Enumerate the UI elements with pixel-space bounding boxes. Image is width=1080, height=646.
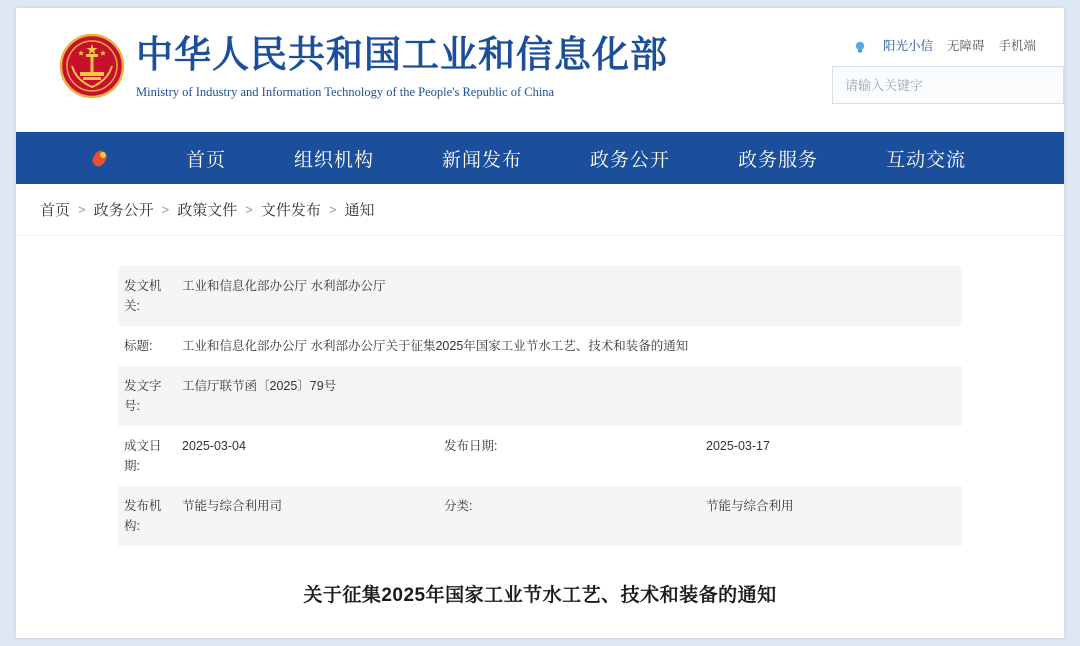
meta-label-title: 标题: [124,339,153,353]
table-row [118,366,962,426]
meta-value-document-number: 工信厅联节函〔2025〕79号 [176,366,962,426]
meta-value-publish-date: 2025-03-17 [706,439,770,453]
table-row [118,426,962,486]
meta-label-publish-date: 发布日期: [444,439,498,453]
search-input[interactable] [845,78,1051,93]
meta-value-category: 节能与综合利用 [700,486,962,546]
meta-value-issuing-agency: 工业和信息化部办公厅 水利部办公厅 [176,266,962,326]
site-header [16,8,1064,132]
site-title-en: Ministry of Industry and Information Technology of the People's Republic of China [136,85,555,99]
breadcrumb-item-3[interactable]: 文件发布 [260,202,321,219]
breadcrumb-separator: > [78,202,86,217]
meta-value-publisher: 节能与综合利用司 [176,486,438,546]
nav-item-services[interactable]: 政务服务 [738,149,819,171]
meta-value-completion-date: 2025-03-04 [182,439,246,453]
miit-logo-icon [84,141,118,175]
breadcrumb-separator: > [161,202,170,217]
breadcrumb [16,184,1064,236]
site-title-cn: 中华人民共和国工业和信息化部 [136,35,668,76]
meta-value-title: 工业和信息化部办公厅 水利部办公厅关于征集2025年国家工业节水工艺、技术和装备的通知 [182,339,689,353]
document-meta-table [118,266,962,546]
breadcrumb-separator: > [245,202,253,217]
nav-item-interaction[interactable]: 互动交流 [886,149,967,171]
table-row [118,326,962,366]
breadcrumb-item-2[interactable]: 政策文件 [177,202,238,219]
meta-label-completion-date: 成文日期: [124,439,162,473]
top-link-accessibility[interactable]: 无障碍 [946,39,985,53]
lamp-icon [853,40,867,54]
site-container [16,8,1064,638]
top-link-mobile[interactable]: 手机端 [998,39,1036,53]
main-nav [16,132,1064,184]
nav-item-government-affairs[interactable]: 政务公开 [590,149,671,171]
top-link-sunshine[interactable]: 阳光小信 [882,39,933,53]
breadcrumb-separator: > [328,202,337,217]
meta-label-publisher: 发布机构: [118,486,176,546]
site-title-block [136,34,668,102]
meta-label-category: 分类: [438,486,700,546]
utility-links [853,36,1036,54]
table-row [118,486,962,546]
nav-item-home[interactable]: 首页 [186,149,227,171]
breadcrumb-item-0[interactable]: 首页 [40,202,71,219]
nav-item-news[interactable]: 新闻发布 [442,149,523,171]
table-row [118,266,962,326]
breadcrumb-item-4: 通知 [344,202,375,219]
document-content [16,236,1064,607]
breadcrumb-item-1[interactable]: 政务公开 [93,202,154,219]
page-title: 关于征集2025年国家工业节水工艺、技术和装备的通知 [303,585,777,606]
meta-label-issuing-agency: 发文机关: [118,266,176,326]
meta-label-document-number: 发文字号: [118,366,176,426]
nav-item-organization[interactable]: 组织机构 [294,149,375,171]
search-box[interactable] [832,66,1064,104]
national-emblem-icon [58,32,126,100]
